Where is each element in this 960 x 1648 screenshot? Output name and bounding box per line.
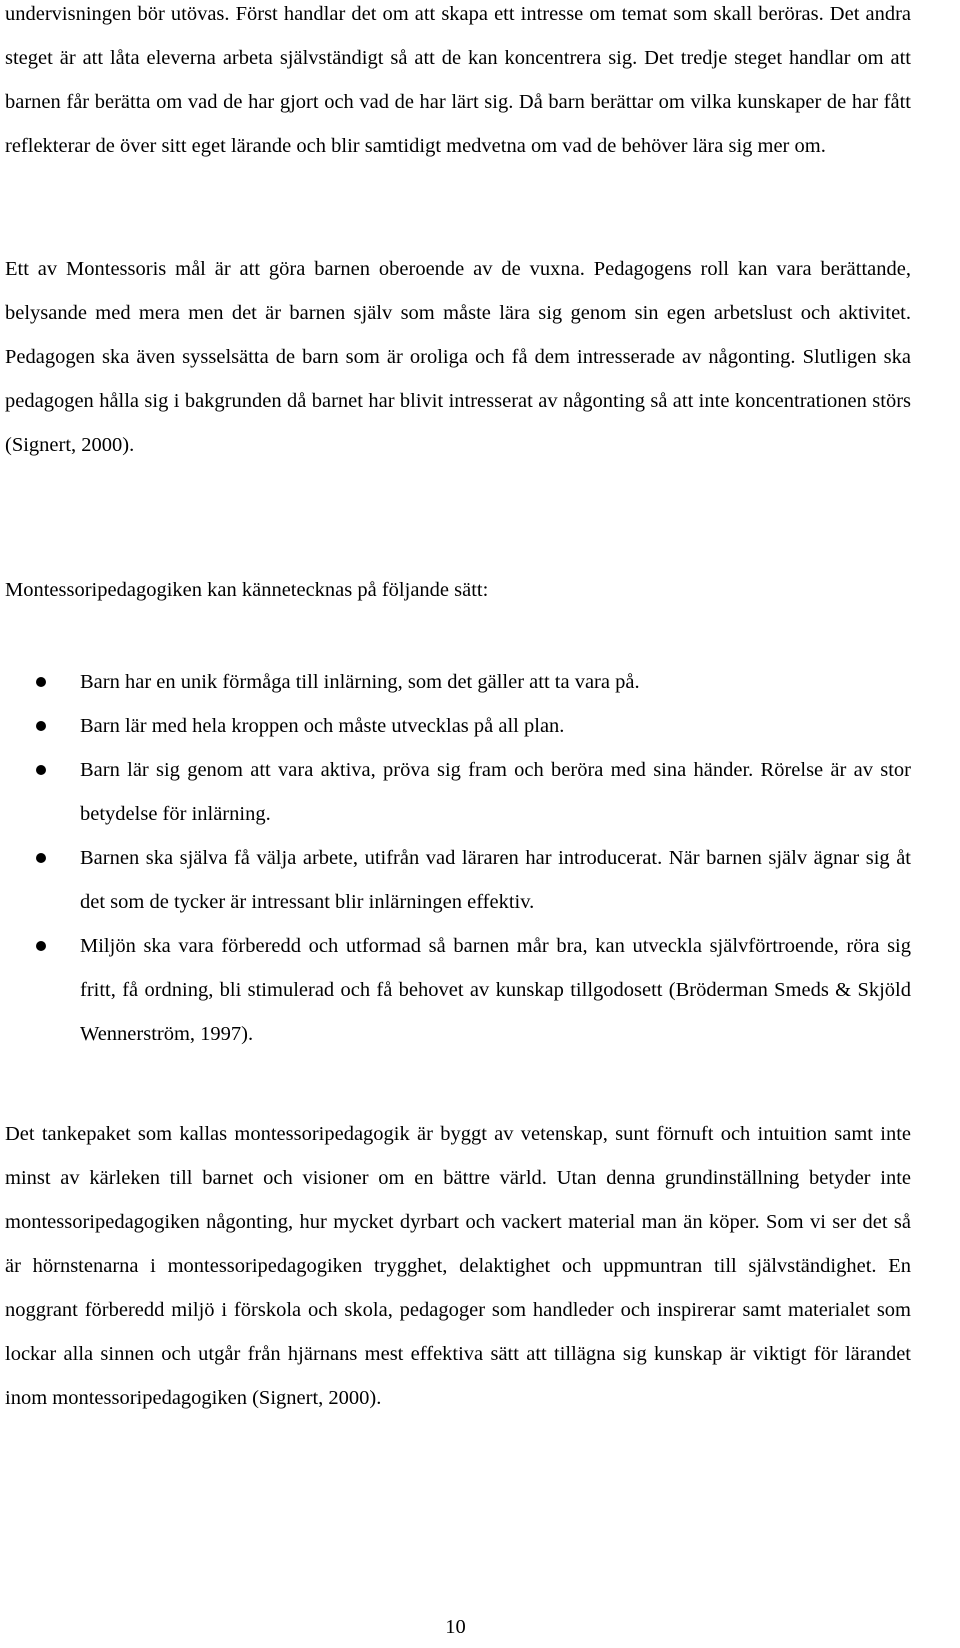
bullet-item <box>0 660 911 704</box>
bullet-dot-icon <box>36 765 46 775</box>
bullet-dot-icon <box>36 677 46 687</box>
bullet-dot-icon <box>36 941 46 951</box>
bullet-text: Barn har en unik förmåga till inlärning, som det gäller att ta vara på. <box>80 671 640 693</box>
bullet-item <box>0 924 911 1056</box>
body-paragraph: undervisningen bör utövas. Först handlar det om att skapa ett intresse om temat som skall beröras. Det andra steget är att låta eleverna arbeta självständigt så att de kan koncentrera sig. Det tredje steget handlar om att barnen får berätta om vad de har gjort och vad de har lärt sig. Då barn berättar om vilka kunskaper de har fått reflekterar de över sitt eget lärande och blir samtidigt medvetna om vad de behöver lära sig mer om. <box>5 3 911 157</box>
bullet-text: Barn lär sig genom att vara aktiva, pröva sig fram och beröra med sina händer. Rörelse är av stor betydelse för inlärning. <box>80 759 911 825</box>
bullet-dot-icon <box>36 721 46 731</box>
list-intro-paragraph: Montessoripedagogiken kan kännetecknas på följande sätt: <box>5 579 489 601</box>
body-paragraph: Ett av Montessoris mål är att göra barnen oberoende av de vuxna. Pedagogens roll kan vara berättande, belysande med mera men det är barnen själv som måste lära sig genom sin egen arbetslust och aktivitet. Pedagogen ska även sysselsätta de barn som är oroliga och få dem intresserade av någonting. Slutligen ska pedagogen hålla sig i bakgrunden då barnet har blivit intresserat av någonting så att inte koncentrationen störs (Signert, 2000). <box>5 258 911 456</box>
bullet-item <box>0 704 911 748</box>
bullet-item <box>0 748 911 836</box>
bullet-dot-icon <box>36 853 46 863</box>
page-number: 10 <box>445 1616 466 1638</box>
bullet-text: Miljön ska vara förberedd och utformad så barnen mår bra, kan utveckla självförtroende, röra sig fritt, få ordning, bli stimulerad och få behovet av kunskap tillgodosett (Bröderman Smeds & Skjöld Wennerström, 1997). <box>80 935 911 1045</box>
bullet-item <box>0 836 911 924</box>
bullet-list <box>0 660 911 1056</box>
bullet-text: Barnen ska själva få välja arbete, utifrån vad läraren har introducerat. När barnen själv ägnar sig åt det som de tycker är intressant blir inlärningen effektiv. <box>80 847 911 913</box>
bullet-text: Barn lär med hela kroppen och måste utvecklas på all plan. <box>80 715 565 737</box>
body-paragraph: Det tankepaket som kallas montessoripedagogik är byggt av vetenskap, sunt förnuft och intuition samt inte minst av kärleken till barnet och visioner om en bättre värld. Utan denna grundinställning betyder inte montessoripedagogiken någonting, hur mycket dyrbart och vackert material man än köper. Som vi ser det så är hörnstenarna i montessoripedagogiken trygghet, delaktighet och uppmuntran till självständighet. En noggrant förberedd miljö i förskola och skola, pedagoger som handleder och inspirerar samt materialet som lockar alla sinnen och utgår från hjärnans mest effektiva sätt att tillägna sig kunskap är viktigt för lärandet inom montessoripedagogiken (Signert, 2000). <box>5 1123 911 1409</box>
